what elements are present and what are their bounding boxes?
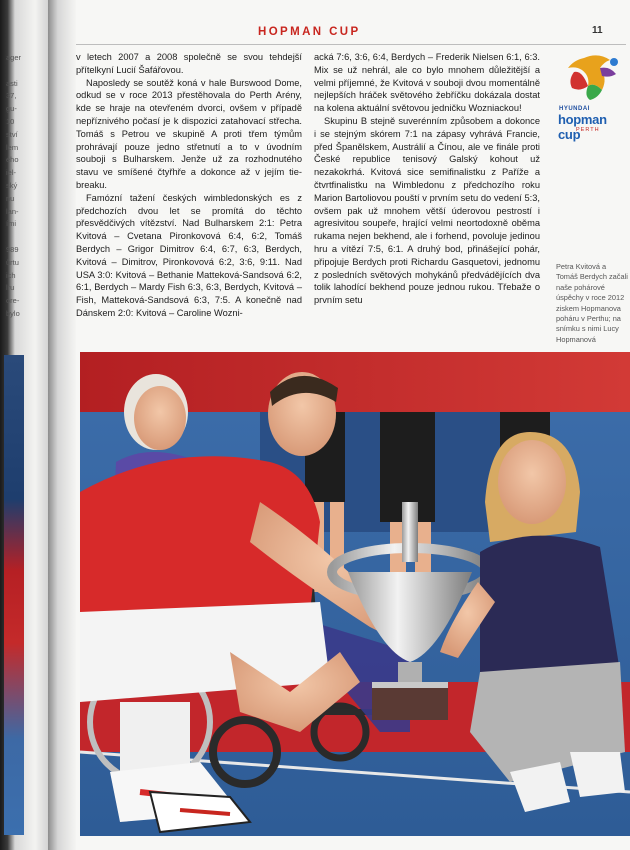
book-gutter [48,0,76,850]
logo-brand: HYUNDAI [559,106,590,112]
left-page-fragment: gu- [6,104,17,114]
left-page-fragment: ich [6,270,16,280]
left-page-fragment: ůrtu [6,257,19,267]
article-column-2 [314,51,540,307]
left-page-fragment: lan- [6,206,19,216]
paragraph: Famózní tažení českých wimbledonských es z předchozích dvou let se promítá do těchto přesvědčivých vítězství. Nad Bulharskem 2:1: Petra Kvitová – Cvetana Pironkovová 6:4, 6:2, Tomáš Berdych – Grigor Dimitrov 6:4, 6:7, 6:3, Berdych, Kvitová – Dimitrov, Pironkovová 6:2, 3:6, 9:11. Nad USA 3:0: Kvitová – Bethanie Matteková-Sandsová 6:2, 6:1, Berdych – Mardy Fish 6:3, 6:3, Berdych, Kvitová – Fish, Matteková-Sandsová 6:3, 7:5. A konečně nad Dánskem 2:0: Kvitová – Caroline Wozni- [76,192,302,318]
left-page-edge [0,0,50,850]
logo-name: hopman cup [558,112,607,142]
paragraph: v letech 2007 a 2008 společně se svou tehdejší přítelkyní Lucií Šafářovou. [76,52,302,75]
left-page-fragment: ími [6,219,16,229]
paragraph: Skupinu B stejně suverénním způsobem a dokonce i se stejným skórem 7:1 na zápasy vyhrává Francie, před Španělskem, Austrálií a Čínou, ale ve finále proti České republice tenisový Galský kohout už nezakokrhá. Kvitová sice semifinalistku z Paříže a čtvrtfinalistku na Wimbledonu z předchozího roku Marion Bartoliovou pouští v prvním setu do vedení 5:3, ovšem pak už mnohem větší úderovou pestrostí i agresivitou soupeře, hrající velmi neortodoxně oběma rukama nejen bekhend, ale i forhend, povoluje jedinou hru a vítězí 7:5, 6:1. A druhý bod, přinášející pohár, připojuje Berdych proti Richardu Gasquetovi, jednomu z posledních světových mohykánů předvádějících dva tolik lahodící bekhend pouze jednou rukou. Třebaže o prvním setu [314,115,540,306]
left-page-fragment: 37, [6,91,17,101]
header-rule [76,44,626,45]
paragraph: acká 7:6, 3:6, 6:4, Berdych – Frederik Nielsen 6:1, 6:3. Mix se už nehrál, ale co bylo mnohem důležitější a velmi příjemné, že Kvitová v souboji dvou momentálně nejlepších hráček světového žebříčku dokázala dostat na kolena aktuální světovou jedničku Wozniackou! [314,52,540,114]
left-page-fragment: ore- [6,296,20,306]
left-page-fragment: lru [6,283,15,293]
left-page-fragment: asti [6,78,18,88]
left-page-fragment: ský [6,181,18,190]
running-header: HOPMAN CUP [258,26,361,38]
left-page-fragment: nu [6,193,15,203]
page-number: 11 [592,25,603,36]
left-page-fragment: bylo [6,309,20,318]
left-page-fragment: ého [6,155,19,165]
left-page-fragment: 10 [6,117,15,126]
left-page-fragment: lem [6,142,19,152]
photo-caption: Petra Kvitová a Tomáš Berdych začali naše pohárové úspěchy v roce 2012 ziskem Hopmanova poháru v Perthu; na snímku s nimi Lucy Hopmanová [556,262,628,344]
trophy-photo [80,352,630,836]
photo-illustration [80,352,630,836]
magazine-page [76,0,630,850]
left-page-fragment: ager [6,53,22,62]
paragraph: Naposledy se soutěž koná v hale Burswood Dome, odkud se v roce 2013 přestěhovala do Perth Arény, kde se hraje na otevřeném dvorci, ovšem v případě nepříznivého počasí je k dispozici zatahovací střecha. Tomáš s Petrou ve skupině A proti třem týmům prohrávají pouze jedno střetnutí a to v úvodním souboji s Bulharskem. Jenže už za rozhodnutého stavu ve smíšené čtyřhře a dokonce až v jejím tie-breaku. [76,77,302,190]
left-page-fragment: iel- [6,168,17,178]
left-page-fragment: 989 [6,245,19,254]
article-column-1 [76,51,302,320]
left-page-photo-edge [4,355,24,835]
left-page-fragment: ství [6,129,18,139]
logo-city: PERTH [576,127,600,133]
